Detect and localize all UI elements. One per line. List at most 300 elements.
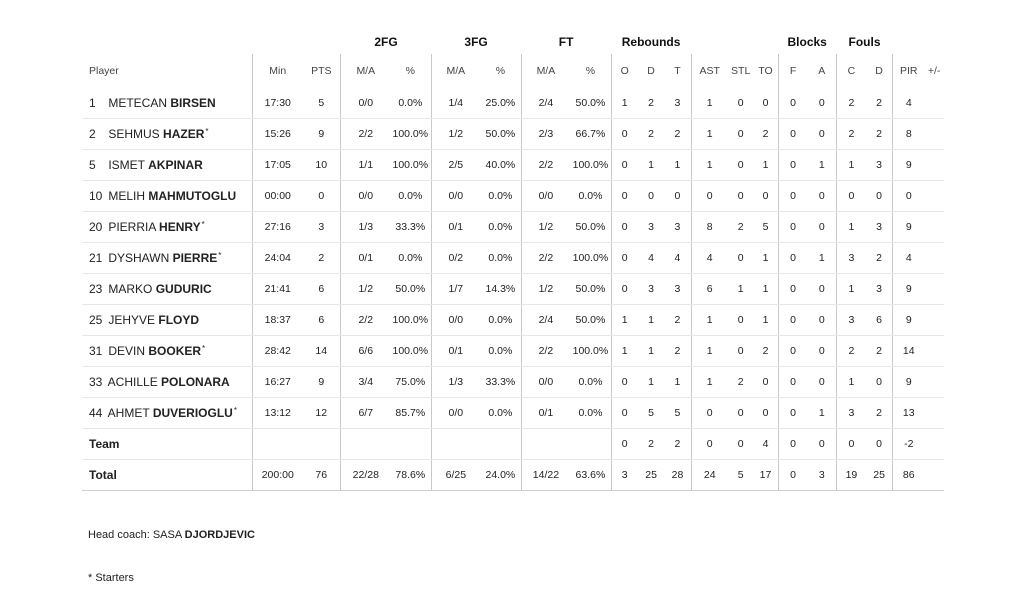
player-last-name: BIRSEN [170, 96, 216, 110]
stat-cell: 25 [866, 460, 893, 491]
stat-cell: 0 [728, 150, 754, 181]
stat-cell: 3 [664, 88, 691, 119]
stat-cell: 0 [836, 181, 866, 212]
stat-cell: 0 [753, 88, 778, 119]
stat-cell: 18:37 [253, 305, 302, 336]
stat-cell: 4 [664, 243, 691, 274]
player-number: 2 [89, 127, 96, 141]
stat-cell: 0 [808, 119, 837, 150]
stat-cell: 8 [691, 212, 728, 243]
player-number: 5 [89, 158, 96, 172]
stat-cell: 0 [778, 88, 808, 119]
stat-cell: 9 [893, 367, 925, 398]
player-row[interactable] [82, 243, 944, 274]
player-row[interactable] [82, 398, 944, 429]
stat-cell: 0/0 [521, 367, 570, 398]
stat-cell: 0.0% [570, 367, 611, 398]
stat-cell: 1/1 [341, 150, 390, 181]
stat-cell: 1 [753, 274, 778, 305]
stat-cell: 3 [866, 150, 893, 181]
stat-cell: 1/7 [431, 274, 480, 305]
stat-cell [924, 367, 944, 398]
player-row[interactable] [82, 336, 944, 367]
column-header-row [82, 54, 944, 88]
col-header-plus-minus[interactable]: +/- [927, 65, 941, 77]
stat-cell: 2 [664, 305, 691, 336]
stat-cell: 0/2 [431, 243, 480, 274]
stat-cell: 86 [893, 460, 925, 491]
col-header-fouls-c[interactable]: C [836, 54, 866, 88]
stat-cell: 14/22 [521, 460, 570, 491]
stat-cell: 28 [664, 460, 691, 491]
stat-cell: 0 [778, 367, 808, 398]
stat-cell: 2 [728, 367, 754, 398]
stat-cell: 0 [778, 274, 808, 305]
stat-cell: 5 [664, 398, 691, 429]
stat-cell: 10 [302, 150, 341, 181]
stat-cell: 100.0% [390, 150, 431, 181]
stat-cell: 75.0% [390, 367, 431, 398]
player-number: 21 [89, 251, 103, 265]
stat-cell: 17:05 [253, 150, 302, 181]
stat-cell: 0/1 [431, 212, 480, 243]
player-number: 44 [89, 406, 103, 420]
player-number: 20 [89, 220, 103, 234]
stat-cell: 66.7% [570, 119, 611, 150]
stat-cell: 1 [664, 150, 691, 181]
stat-cell [253, 429, 302, 460]
stat-cell: 3 [808, 460, 837, 491]
stat-cell: 1 [638, 150, 665, 181]
col-header-3fg-ma[interactable]: M/A [431, 54, 480, 88]
stat-cell: 0/1 [341, 243, 390, 274]
stat-cell: 2 [836, 88, 866, 119]
stat-cell: 0 [691, 429, 728, 460]
stat-cell [341, 429, 390, 460]
stat-cell: 2/2 [341, 305, 390, 336]
stat-cell [924, 243, 944, 274]
stat-cell: 0/1 [431, 336, 480, 367]
head-coach-label: Head coach: [88, 529, 150, 541]
stat-cell: 17:30 [253, 88, 302, 119]
starter-marker: * [201, 220, 205, 229]
stat-cell: 2/2 [521, 150, 570, 181]
stat-cell: 1 [638, 305, 665, 336]
stat-cell: 0 [808, 429, 837, 460]
stat-cell: 0/0 [431, 305, 480, 336]
stat-cell: 14.3% [480, 274, 521, 305]
stat-cell: 40.0% [480, 150, 521, 181]
stat-cell: 00:00 [253, 181, 302, 212]
stat-cell: 27:16 [253, 212, 302, 243]
player-name-cell[interactable] [82, 119, 253, 150]
stat-cell: 2 [866, 243, 893, 274]
head-coach-last-name: DJORDJEVIC [184, 529, 255, 541]
player-last-name: AKPINAR [148, 158, 203, 172]
stat-cell: 14 [893, 336, 925, 367]
stat-cell: 0 [728, 88, 754, 119]
col-header-3fg-pct[interactable]: % [495, 65, 506, 77]
player-name-cell[interactable] [82, 243, 253, 274]
stat-cell: 0 [611, 150, 638, 181]
player-row[interactable] [82, 274, 944, 305]
stat-cell: 0 [778, 150, 808, 181]
player-first-name: DYSHAWN [108, 251, 170, 265]
stat-cell: 0 [778, 243, 808, 274]
stat-cell: 3 [836, 243, 866, 274]
stat-cell: 0.0% [390, 243, 431, 274]
col-header-reb-d[interactable]: D [647, 65, 655, 77]
stat-cell: 2/2 [521, 336, 570, 367]
stat-cell: 0 [691, 398, 728, 429]
stat-cell: 0.0% [480, 181, 521, 212]
stat-cell: 3 [664, 212, 691, 243]
stat-cell: 2 [753, 336, 778, 367]
player-row[interactable] [82, 88, 944, 119]
col-header-pir[interactable]: PIR [893, 54, 925, 88]
player-number: 10 [89, 189, 103, 203]
stat-cell: 0 [778, 336, 808, 367]
stat-cell: 24 [691, 460, 728, 491]
group-3fg: 3FG [464, 35, 488, 49]
stat-cell: 3 [611, 460, 638, 491]
player-row[interactable] [82, 181, 944, 212]
stat-cell: 28:42 [253, 336, 302, 367]
stat-cell [431, 429, 480, 460]
stat-cell [924, 212, 944, 243]
stat-cell: 0 [778, 460, 808, 491]
stat-cell: 1 [611, 336, 638, 367]
stat-cell: 19 [836, 460, 866, 491]
col-header-stl[interactable]: STL [731, 65, 751, 77]
stat-cell: 33.3% [480, 367, 521, 398]
stat-cell: 0 [611, 181, 638, 212]
stat-cell: 1 [691, 119, 728, 150]
group-player-spacer [82, 30, 253, 54]
stat-cell [924, 460, 944, 491]
stat-cell: 0.0% [570, 398, 611, 429]
col-header-ft-pct[interactable]: % [585, 65, 596, 77]
group-rebounds: Rebounds [621, 35, 681, 49]
stat-cell: 0/0 [341, 88, 390, 119]
starter-marker: * [233, 406, 237, 415]
stat-cell: 9 [893, 305, 925, 336]
col-header-2fg-pct[interactable]: % [405, 65, 415, 77]
stat-cell: 78.6% [390, 460, 431, 491]
stat-cell: 2 [836, 336, 866, 367]
stat-cell: 0.0% [390, 181, 431, 212]
stat-cell: 1/2 [341, 274, 390, 305]
stat-cell: 6 [691, 274, 728, 305]
player-row[interactable] [82, 367, 944, 398]
team-row-label: Team [82, 429, 253, 460]
stat-cell: 6 [302, 274, 341, 305]
stat-cell: 21:41 [253, 274, 302, 305]
player-last-name: HAZER [163, 127, 205, 141]
stat-cell: 2 [638, 119, 665, 150]
stat-cell: 0 [753, 367, 778, 398]
player-number: 33 [89, 375, 103, 389]
col-header-blk-f[interactable]: F [778, 54, 808, 88]
player-first-name: ACHILLE [107, 375, 158, 389]
stat-cell: 2 [302, 243, 341, 274]
col-header-to[interactable]: TO [758, 65, 773, 77]
stat-cell: 100.0% [570, 336, 611, 367]
stat-cell: 6 [866, 305, 893, 336]
player-number: 25 [89, 313, 103, 327]
stat-cell: 0 [778, 119, 808, 150]
stat-cell [924, 181, 944, 212]
stat-cell: 0/1 [521, 398, 570, 429]
total-row-label: Total [82, 460, 253, 491]
stat-cell [302, 429, 341, 460]
stat-cell: 50.0% [570, 212, 611, 243]
stat-cell: 0.0% [480, 243, 521, 274]
stat-cell: 17 [753, 460, 778, 491]
team-row [82, 429, 944, 460]
group-fouls: Fouls [848, 35, 881, 49]
stat-cell: 25.0% [480, 88, 521, 119]
player-name-cell[interactable] [82, 274, 253, 305]
stat-cell: 1/2 [431, 119, 480, 150]
col-header-blk-a[interactable]: A [818, 65, 826, 77]
stat-cell: 0 [778, 181, 808, 212]
stat-cell [924, 398, 944, 429]
stat-cell: 0 [611, 212, 638, 243]
stat-cell: 4 [893, 243, 925, 274]
stat-cell: 24:04 [253, 243, 302, 274]
stat-cell: 4 [893, 88, 925, 119]
player-row[interactable] [82, 119, 944, 150]
player-number: 1 [89, 96, 96, 110]
stat-cell: 3 [664, 274, 691, 305]
stat-cell: 63.6% [570, 460, 611, 491]
stat-cell: 0 [728, 243, 754, 274]
col-header-fouls-d[interactable]: D [875, 65, 883, 77]
stat-cell: 2 [638, 429, 665, 460]
stat-cell: 0 [808, 88, 837, 119]
stat-cell: 13 [893, 398, 925, 429]
stat-cell: 0 [808, 336, 837, 367]
stat-cell: 1 [836, 150, 866, 181]
stat-cell: 2/2 [521, 243, 570, 274]
player-row[interactable] [82, 212, 944, 243]
stat-cell: 8 [893, 119, 925, 150]
stat-cell: 4 [691, 243, 728, 274]
stat-cell: 0 [611, 398, 638, 429]
stat-cell: 3 [836, 305, 866, 336]
stat-cell: 4 [753, 429, 778, 460]
stat-cell: 33.3% [390, 212, 431, 243]
stat-cell: 50.0% [480, 119, 521, 150]
stat-cell: 6 [302, 305, 341, 336]
stat-cell: 1 [836, 212, 866, 243]
stat-cell: 1 [638, 367, 665, 398]
player-last-name: MAHMUTOGLU [148, 189, 237, 203]
stat-cell: 0/0 [341, 181, 390, 212]
stat-cell: 3/4 [341, 367, 390, 398]
stat-cell: 2 [866, 336, 893, 367]
player-first-name: PIERRIA [108, 220, 156, 234]
player-last-name: DUVERIOGLU [152, 406, 233, 420]
stat-cell: 6/7 [341, 398, 390, 429]
box-score-table [82, 30, 944, 491]
stat-cell: 1 [753, 305, 778, 336]
stat-cell: 1 [691, 336, 728, 367]
stat-cell: 0.0% [480, 398, 521, 429]
col-header-player[interactable]: Player [89, 65, 119, 77]
col-header-reb-t[interactable]: T [674, 65, 681, 77]
stat-cell: 2/5 [431, 150, 480, 181]
stat-cell: 0 [728, 429, 754, 460]
stat-cell: 0 [778, 212, 808, 243]
stat-cell [390, 429, 431, 460]
stat-cell: 0 [866, 429, 893, 460]
stat-cell: 0 [778, 429, 808, 460]
player-first-name: ISMET [108, 158, 145, 172]
starters-footnote: * Starters [88, 572, 134, 584]
stat-cell: 9 [893, 150, 925, 181]
stat-cell: 6/6 [341, 336, 390, 367]
head-coach-first-name: SASA [152, 529, 182, 541]
stat-cell: 1 [691, 88, 728, 119]
stat-cell: 1 [753, 243, 778, 274]
player-first-name: METECAN [108, 96, 168, 110]
stat-cell [924, 305, 944, 336]
col-header-min[interactable]: Min [253, 54, 302, 88]
group-ast-stl-to-spacer [691, 30, 778, 54]
stat-cell: 3 [638, 212, 665, 243]
col-header-ft-ma[interactable]: M/A [521, 54, 570, 88]
stat-cell: 100.0% [570, 243, 611, 274]
stat-cell: 0.0% [480, 336, 521, 367]
stat-cell: 3 [836, 398, 866, 429]
stat-cell: 1 [808, 398, 837, 429]
head-coach [88, 529, 255, 541]
player-name-cell[interactable] [82, 212, 253, 243]
group-blocks: Blocks [787, 35, 827, 49]
starter-marker: * [202, 344, 206, 353]
col-header-ast[interactable]: AST [691, 54, 728, 88]
stat-cell: 0 [808, 181, 837, 212]
stat-cell: 0 [611, 274, 638, 305]
stat-cell: 2 [866, 398, 893, 429]
box-score [82, 30, 944, 491]
group-2fg: 2FG [374, 35, 398, 49]
stat-cell: 0.0% [480, 305, 521, 336]
stat-cell: 0 [866, 367, 893, 398]
player-last-name: POLONARA [161, 375, 230, 389]
stat-cell: 0 [611, 243, 638, 274]
stat-cell: 1 [836, 274, 866, 305]
stat-cell: 0 [728, 119, 754, 150]
stat-cell: 3 [866, 274, 893, 305]
stat-cell: 1 [808, 243, 837, 274]
stats-body [82, 88, 944, 491]
player-name-cell[interactable] [82, 398, 253, 429]
stat-cell: 0 [728, 305, 754, 336]
stat-cell: 50.0% [390, 274, 431, 305]
stat-cell: 0/0 [431, 181, 480, 212]
col-header-2fg-ma[interactable]: M/A [341, 54, 390, 88]
col-header-pts[interactable]: PTS [311, 65, 332, 77]
player-row[interactable] [82, 150, 944, 181]
col-header-reb-o[interactable]: O [611, 54, 638, 88]
player-last-name: FLOYD [158, 313, 200, 327]
player-name-cell[interactable] [82, 336, 253, 367]
stat-cell [924, 150, 944, 181]
stat-cell: 0 [808, 367, 837, 398]
stat-cell: 1 [691, 305, 728, 336]
stat-cell: 2 [638, 88, 665, 119]
player-name-cell[interactable] [82, 305, 253, 336]
stat-cell: 9 [302, 367, 341, 398]
player-last-name: BOOKER [148, 344, 202, 358]
stat-cell: 9 [893, 274, 925, 305]
player-last-name: HENRY [159, 220, 201, 234]
player-first-name: JEHYVE [108, 313, 156, 327]
stat-cell: 1 [836, 367, 866, 398]
stat-cell: 14 [302, 336, 341, 367]
stat-cell: 0 [611, 429, 638, 460]
stat-cell: 76 [302, 460, 341, 491]
stat-cell: 100.0% [570, 150, 611, 181]
starter-marker: * [218, 251, 222, 260]
player-row[interactable] [82, 305, 944, 336]
stat-cell: 0 [866, 181, 893, 212]
stat-cell: 12 [302, 398, 341, 429]
player-first-name: SEHMUS [108, 127, 160, 141]
player-name-cell[interactable] [82, 181, 253, 212]
player-last-name: PIERRE [172, 251, 218, 265]
stat-cell: 1 [808, 150, 837, 181]
stat-cell [570, 429, 611, 460]
player-first-name: MELIH [108, 189, 146, 203]
player-number: 31 [89, 344, 103, 358]
stat-cell: 100.0% [390, 305, 431, 336]
stat-cell [521, 429, 570, 460]
stat-cell: 50.0% [570, 305, 611, 336]
stat-cell: 2 [753, 119, 778, 150]
stat-cell [924, 119, 944, 150]
stat-cell: 1/3 [431, 367, 480, 398]
stat-cell: 9 [302, 119, 341, 150]
stat-cell: 2 [664, 336, 691, 367]
player-last-name: GUDURIC [155, 282, 212, 296]
stat-cell: 2 [866, 119, 893, 150]
stat-cell: 2/4 [521, 305, 570, 336]
stat-cell: 0 [778, 398, 808, 429]
stat-cell: 0 [753, 398, 778, 429]
player-name-cell[interactable] [82, 150, 253, 181]
stat-cell: 1 [728, 274, 754, 305]
stat-cell: 0.0% [570, 181, 611, 212]
stat-cell: 5 [638, 398, 665, 429]
stat-cell: 0/0 [431, 398, 480, 429]
player-name-cell[interactable] [82, 367, 253, 398]
stat-cell: 0 [836, 429, 866, 460]
stat-cell: 5 [753, 212, 778, 243]
group-pir-spacer [893, 30, 944, 54]
stat-cell: 3 [638, 274, 665, 305]
stat-cell: 22/28 [341, 460, 390, 491]
stat-cell: 0.0% [390, 88, 431, 119]
player-name-cell[interactable] [82, 88, 253, 119]
stat-cell: 0 [728, 181, 754, 212]
stat-cell: 0 [638, 181, 665, 212]
stat-cell: 2/4 [521, 88, 570, 119]
stat-cell: 2/2 [341, 119, 390, 150]
